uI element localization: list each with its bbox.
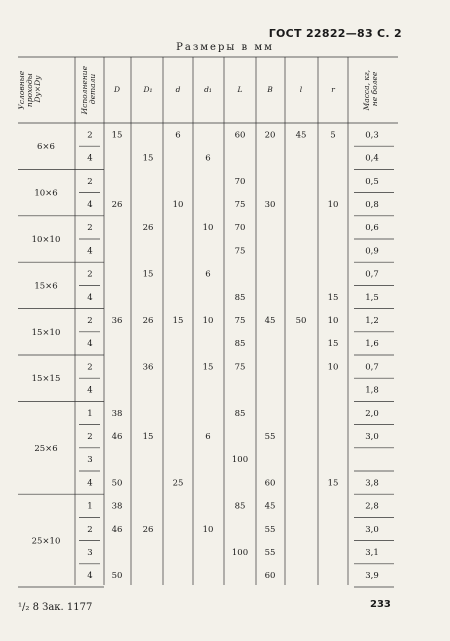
cell-r: 15	[327, 292, 339, 303]
cell-mass: 1,8	[365, 385, 379, 396]
cell-D: 38	[111, 408, 123, 419]
cell-D: 46	[111, 524, 123, 535]
cell-D: 15	[111, 130, 123, 141]
cell-L: 75	[234, 199, 246, 210]
cell-version: 2	[87, 130, 93, 141]
cell-D: 50	[111, 478, 123, 489]
cell-D: 26	[111, 199, 123, 210]
cell-d1: 6	[205, 431, 211, 442]
cell-version: 2	[87, 176, 93, 187]
cell-mass: 2,8	[365, 501, 379, 512]
cell-L: 75	[234, 362, 246, 373]
cell-version: 4	[87, 199, 93, 210]
cell-d1: 10	[202, 315, 214, 326]
cell-L: 100	[231, 547, 249, 558]
cell-B: 30	[264, 199, 276, 210]
cell-version: 4	[87, 292, 93, 303]
cell-B: 20	[264, 130, 276, 141]
cell-B: 55	[264, 524, 276, 535]
cell-D1: 15	[142, 269, 154, 280]
cell-mass: 3,9	[365, 571, 379, 582]
cell-L: 75	[234, 246, 246, 257]
cell-version: 4	[87, 478, 93, 489]
cell-B: 55	[264, 431, 276, 442]
cell-L: 75	[234, 315, 246, 326]
footer-order: ¹/₂ 8 Зак. 1177	[18, 602, 93, 613]
cell-d1: 15	[202, 362, 214, 373]
cell-mass: 0,5	[365, 176, 379, 187]
header-d: d	[175, 85, 181, 94]
cell-d1: 10	[202, 524, 214, 535]
header-r: r	[331, 85, 335, 94]
group-passage: 25×10	[31, 536, 61, 547]
cell-mass: 3,1	[365, 547, 379, 558]
cell-version: 1	[87, 501, 93, 512]
cell-version: 4	[87, 153, 93, 164]
cell-L: 70	[234, 223, 246, 234]
cell-D: 38	[111, 501, 123, 512]
cell-L: 85	[234, 501, 246, 512]
cell-d: 6	[175, 130, 181, 141]
cell-r: 5	[330, 130, 336, 141]
cell-mass: 1,6	[365, 339, 379, 350]
cell-L: 70	[234, 176, 246, 187]
cell-mass: 0,6	[365, 223, 379, 234]
cell-L: 60	[234, 130, 246, 141]
cell-D: 36	[111, 315, 123, 326]
cell-version: 4	[87, 339, 93, 350]
cell-version: 2	[87, 362, 93, 373]
group-passage: 15×6	[34, 281, 58, 292]
cell-mass: 0,8	[365, 199, 379, 210]
cell-version: 2	[87, 269, 93, 280]
cell-B: 45	[264, 501, 276, 512]
cell-r: 10	[327, 362, 339, 373]
cell-L: 85	[234, 339, 246, 350]
group-passage: 15×10	[31, 327, 61, 338]
cell-r: 10	[327, 199, 339, 210]
cell-version: 3	[87, 547, 93, 558]
cell-d1: 6	[205, 153, 211, 164]
cell-B: 55	[264, 547, 276, 558]
group-passage: 10×10	[31, 235, 61, 245]
cell-d: 10	[172, 199, 184, 210]
group-passage: 6×6	[37, 142, 55, 153]
cell-d1: 6	[205, 269, 211, 280]
cell-mass: 0,9	[365, 246, 379, 257]
cell-mass: 0,7	[365, 362, 379, 373]
cell-mass: 3,8	[365, 478, 379, 489]
standard-header: ГОСТ 22822—83 С. 2	[268, 27, 402, 40]
cell-version: 4	[87, 385, 93, 396]
group-passage: 15×15	[31, 374, 61, 385]
cell-mass: 3,0	[365, 524, 379, 535]
cell-D1: 36	[142, 362, 154, 373]
cell-B: 45	[264, 315, 276, 326]
cell-D: 46	[111, 431, 123, 442]
cell-B: 60	[264, 571, 276, 582]
cell-mass: 0,7	[365, 269, 379, 280]
cell-D1: 15	[142, 153, 154, 164]
cell-mass: 1,2	[365, 315, 379, 326]
header-passage: Условные проходы Dу×Dу	[17, 70, 42, 110]
header-B: B	[267, 85, 273, 94]
cell-mass: 0,3	[365, 130, 379, 141]
cell-D1: 15	[142, 431, 154, 442]
cell-version: 3	[87, 455, 93, 466]
cell-d1: 10	[202, 223, 214, 234]
cell-L: 85	[234, 408, 246, 419]
cell-l: 50	[295, 315, 307, 326]
cell-D1: 26	[142, 524, 154, 535]
cell-mass: 0,4	[365, 153, 379, 164]
header-version: Исполнение детали	[80, 65, 97, 115]
cell-mass: 2,0	[365, 408, 379, 419]
header-D: D	[113, 85, 121, 94]
group-passage: 10×6	[34, 188, 58, 199]
cell-L: 85	[234, 292, 246, 303]
group-passage: 25×6	[34, 443, 58, 454]
cell-r: 15	[327, 478, 339, 489]
header-D1: D₁	[143, 85, 153, 94]
cell-B: 60	[264, 478, 276, 489]
cell-version: 4	[87, 571, 93, 582]
cell-d: 25	[172, 478, 184, 489]
cell-version: 2	[87, 524, 93, 535]
cell-mass: 1,5	[365, 292, 379, 303]
cell-version: 2	[87, 223, 93, 234]
cell-D1: 26	[142, 223, 154, 234]
header-d1: d₁	[204, 85, 212, 94]
cell-version: 1	[87, 408, 93, 419]
page-number: 233	[370, 599, 391, 610]
table-title: Размеры в мм	[176, 42, 274, 53]
cell-mass: 3,0	[365, 431, 379, 442]
cell-D1: 26	[142, 315, 154, 326]
cell-version: 4	[87, 246, 93, 257]
cell-l: 45	[295, 130, 307, 141]
cell-r: 10	[327, 315, 339, 326]
cell-version: 2	[87, 431, 93, 442]
header-L: L	[237, 85, 243, 94]
cell-r: 15	[327, 339, 339, 350]
cell-L: 100	[231, 455, 249, 466]
header-mass: Масса, кг, не более	[362, 69, 379, 111]
cell-version: 2	[87, 315, 93, 326]
header-l: l	[299, 85, 303, 94]
cell-d: 15	[172, 315, 184, 326]
cell-D: 50	[111, 571, 123, 582]
